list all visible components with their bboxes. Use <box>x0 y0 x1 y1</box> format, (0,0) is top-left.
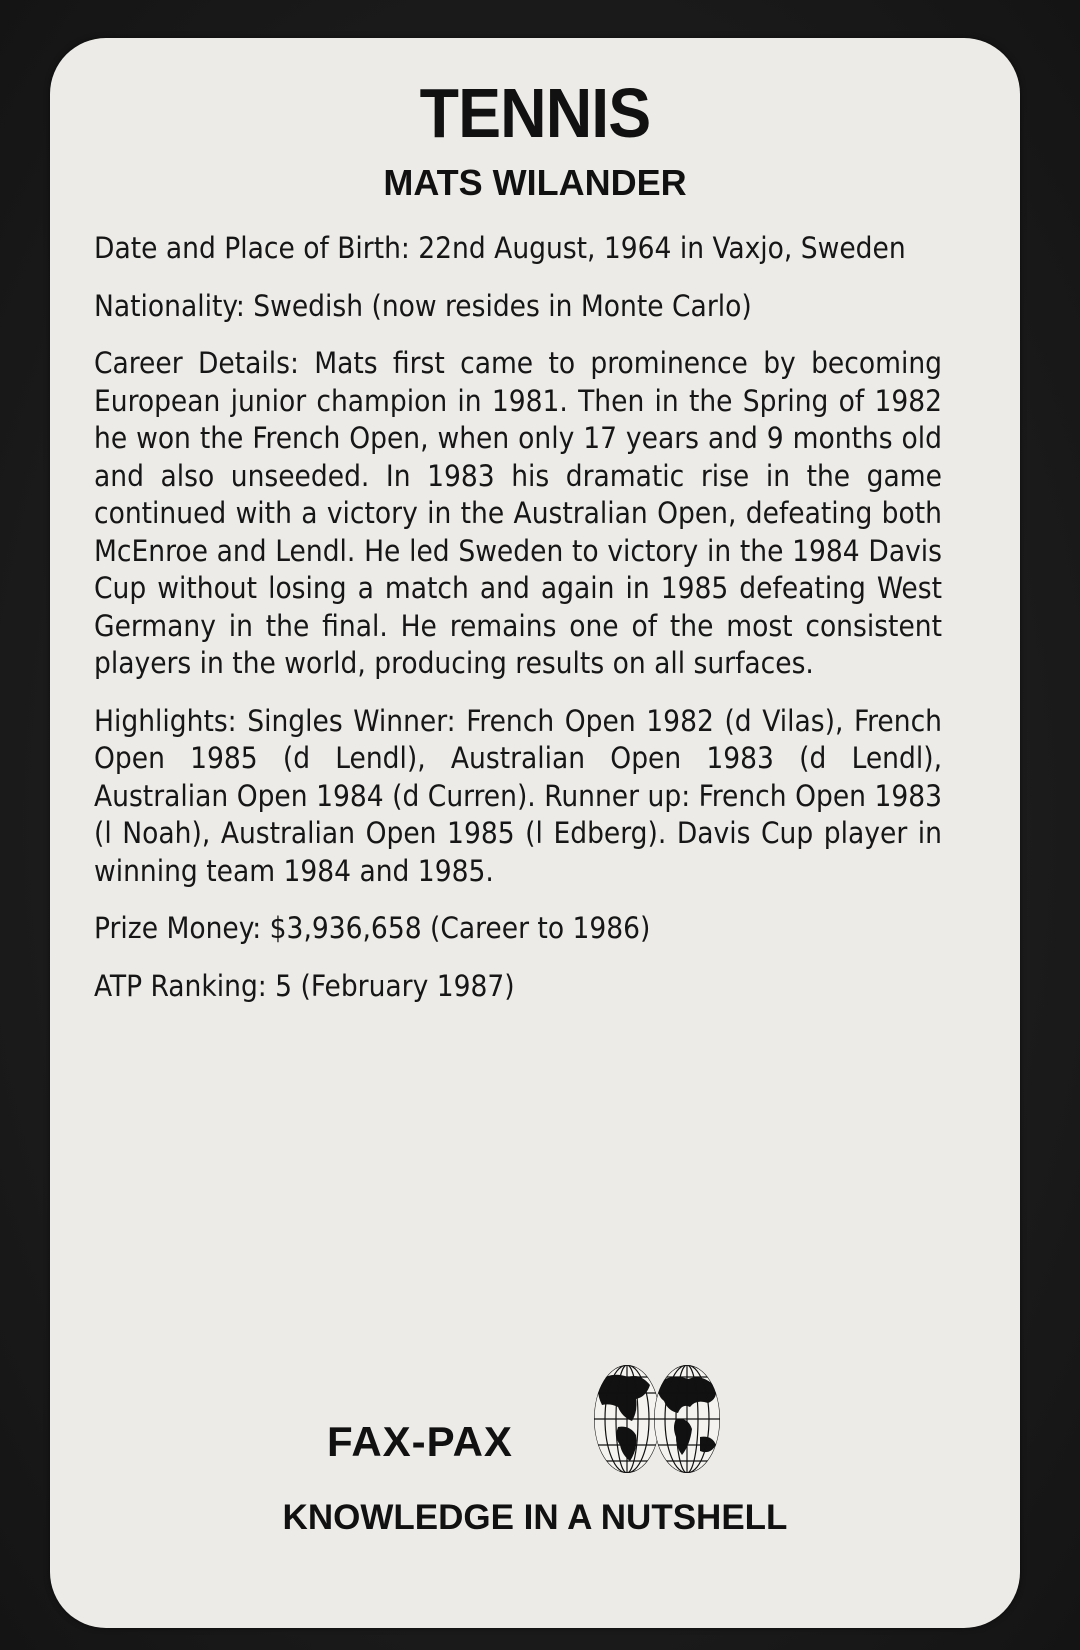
player-name: MATS WILANDER <box>383 162 687 203</box>
card-title: TENNIS <box>419 74 651 152</box>
nationality-paragraph: Nationality: Swedish (now resides in Monte Carlo) <box>94 288 752 323</box>
card-body <box>94 230 942 1025</box>
career-paragraph: Career Details: Mats first came to prominence by becoming European junior champion in 1981. Then in the Spring of 1982 he won the French Open, when only 17 years and 9 months old and also unseeded. In 1983 his dramatic rise in the game continued with a victory in the Australian Open, defeating both McEnroe and Lendl. He led Sweden to victory in the 1984 Davis Cup without losing a match and again in 1985 defeating West Germany in the final. He remains one of the most consistent players in the world, producing results on all surfaces. <box>94 346 942 680</box>
ranking-paragraph: ATP Ranking: 5 (February 1987) <box>94 968 515 1003</box>
highlights-paragraph: Highlights: Singles Winner: French Open 1982 (d Vilas), French Open 1985 (d Lendl), Australian Open 1983 (d Lendl), Australian Open 1984 (d Curren). Runner up: French Open 1983 (l Noah), Australian Open 1985 (l Edberg). Davis Cup player in winning team 1984 and 1985. <box>94 703 942 888</box>
prize-paragraph: Prize Money: $3,936,658 (Career to 1986) <box>94 911 651 945</box>
brand-name: FAX-PAX <box>327 1418 513 1465</box>
twin-globes-icon <box>592 1363 722 1475</box>
tagline: KNOWLEDGE IN A NUTSHELL <box>282 1498 788 1537</box>
birth-paragraph: Date and Place of Birth: 22nd August, 1964 in Vaxjo, Sweden <box>94 231 906 265</box>
trivia-card <box>50 38 1020 1628</box>
